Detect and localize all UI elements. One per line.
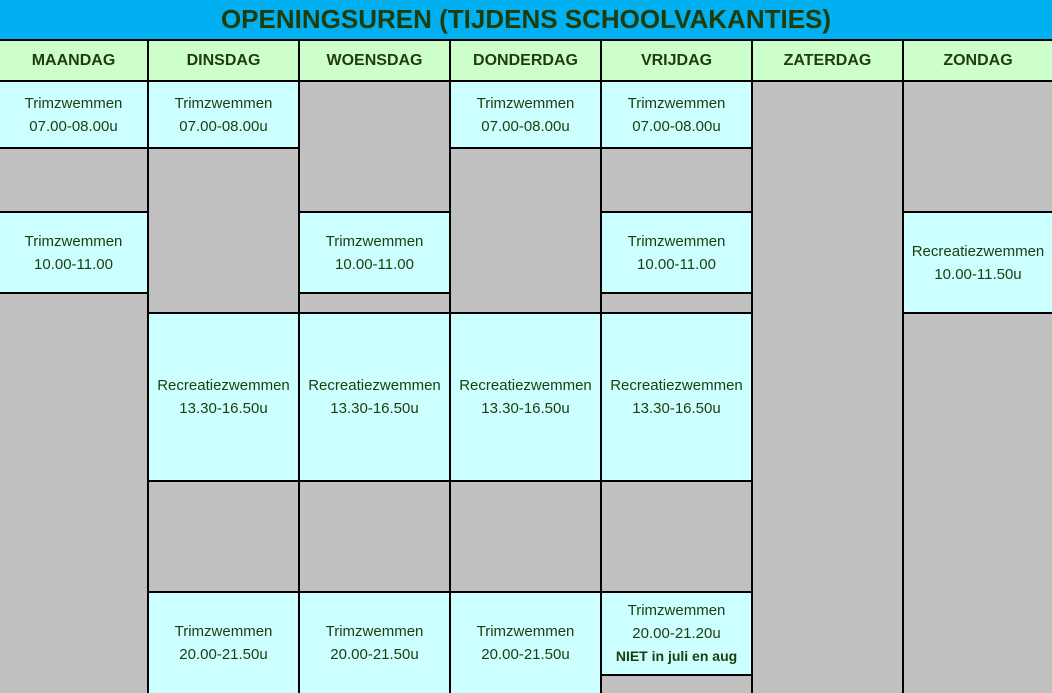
slot-vrijdag-2 <box>602 211 751 294</box>
slot-donderdag-2 <box>451 312 600 482</box>
slot-activity: Recreatiezwemmen <box>911 242 1045 260</box>
day-header-zondag: ZONDAG <box>904 41 1052 82</box>
slot-dinsdag-2 <box>149 312 298 482</box>
slot-activity: Trimzwemmen <box>627 602 726 619</box>
slot-donderdag-3 <box>451 591 600 693</box>
slot-woensdag-1 <box>300 211 449 294</box>
slot-activity: Recreatiezwemmen <box>308 377 441 394</box>
schedule-grid <box>0 41 1052 693</box>
slot-woensdag-2 <box>300 312 449 482</box>
day-header-zaterdag: ZATERDAG <box>753 41 902 82</box>
slot-time: 13.30-16.50u <box>481 400 570 417</box>
slot-maandag-1 <box>0 82 147 149</box>
slot-time: 10.00-11.50u <box>934 265 1022 283</box>
slot-zondag-1 <box>904 211 1052 314</box>
slot-woensdag-3 <box>300 591 449 693</box>
slot-activity: Trimzwemmen <box>476 94 575 112</box>
slot-activity: Recreatiezwemmen <box>459 377 592 394</box>
slot-activity: Trimzwemmen <box>627 94 726 112</box>
slot-activity: Trimzwemmen <box>476 623 575 640</box>
slot-time: 10.00-11.00 <box>335 255 414 273</box>
day-header-woensdag: WOENSDAG <box>300 41 449 82</box>
slot-time: 13.30-16.50u <box>179 400 268 417</box>
slot-activity: Trimzwemmen <box>627 232 726 250</box>
slot-time: 10.00-11.00 <box>637 255 716 273</box>
page-title: OPENINGSUREN (TIJDENS SCHOOLVAKANTIES) <box>0 0 1052 41</box>
column-zondag <box>904 41 1052 693</box>
slot-time: 10.00-11.00 <box>34 255 113 273</box>
slot-maandag-2 <box>0 211 147 294</box>
slot-activity: Recreatiezwemmen <box>610 377 743 394</box>
slot-dinsdag-1 <box>149 82 298 149</box>
slot-time: 20.00-21.50u <box>179 646 268 663</box>
slot-time: 20.00-21.50u <box>330 646 419 663</box>
column-maandag <box>0 41 149 693</box>
column-dinsdag <box>149 41 300 693</box>
slot-time: 20.00-21.50u <box>481 646 570 663</box>
column-donderdag <box>451 41 602 693</box>
slot-time: 13.30-16.50u <box>632 400 721 417</box>
slot-activity: Trimzwemmen <box>325 232 424 250</box>
slot-note: NIET in juli en aug <box>615 648 738 664</box>
slot-donderdag-1 <box>451 82 600 149</box>
slot-time: 13.30-16.50u <box>330 400 419 417</box>
slot-time: 07.00-08.00u <box>179 117 268 135</box>
day-header-vrijdag: VRIJDAG <box>602 41 751 82</box>
day-header-donderdag: DONDERDAG <box>451 41 600 82</box>
slot-vrijdag-3 <box>602 312 751 482</box>
column-woensdag <box>300 41 451 693</box>
column-vrijdag <box>602 41 753 693</box>
day-header-maandag: MAANDAG <box>0 41 147 82</box>
slot-dinsdag-3 <box>149 591 298 693</box>
slot-activity: Trimzwemmen <box>24 94 123 112</box>
slot-time: 07.00-08.00u <box>632 117 721 135</box>
slot-activity: Trimzwemmen <box>325 623 424 640</box>
slot-activity: Trimzwemmen <box>174 94 273 112</box>
slot-time: 07.00-08.00u <box>481 117 570 135</box>
slot-vrijdag-1 <box>602 82 751 149</box>
column-zaterdag <box>753 41 904 693</box>
slot-activity: Trimzwemmen <box>24 232 123 250</box>
slot-activity: Trimzwemmen <box>174 623 273 640</box>
slot-time: 20.00-21.20u <box>632 625 721 642</box>
slot-vrijdag-4 <box>602 591 751 676</box>
day-header-dinsdag: DINSDAG <box>149 41 298 82</box>
slot-time: 07.00-08.00u <box>29 117 118 135</box>
slot-activity: Recreatiezwemmen <box>157 377 290 394</box>
